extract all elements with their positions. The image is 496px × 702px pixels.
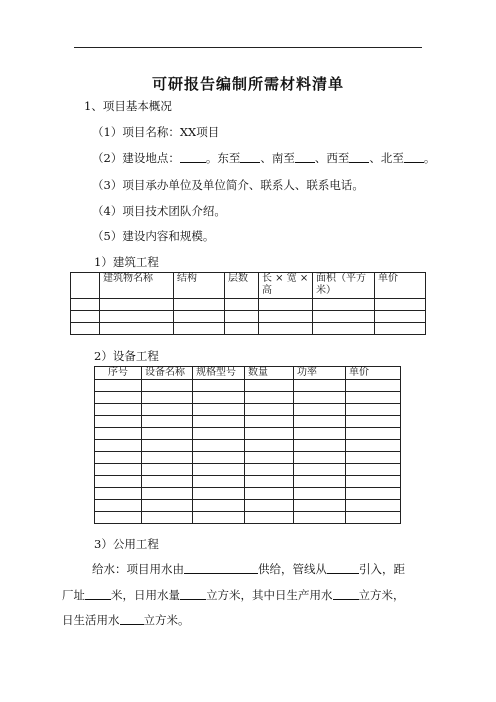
table-row	[71, 323, 426, 335]
table-header-cell: 规格型号	[193, 367, 245, 380]
water-supply-line-1: 给水：项目用水由 供给，管线从 引入，距	[92, 562, 405, 576]
subheading-utilities: 3）公用工程	[94, 537, 159, 551]
blank-field	[349, 151, 369, 163]
table-row	[95, 392, 401, 404]
table-row	[95, 440, 401, 452]
header-rule	[74, 47, 422, 48]
table-header-cell: 设备名称	[142, 367, 193, 380]
blank-field	[240, 151, 260, 163]
table-header-cell: 单价	[375, 273, 426, 299]
table-header-row	[95, 367, 401, 380]
blank-field	[295, 151, 315, 163]
table-row	[95, 500, 401, 512]
table-header-cell: 单价	[346, 367, 401, 380]
document-title: 可研报告编制所需材料清单	[151, 75, 344, 93]
table-header-row	[71, 273, 426, 299]
section-heading: 1、项目基本概况	[84, 99, 172, 113]
item-sponsor: （3）项目承办单位及单位简介、联系人、联系电话。	[92, 178, 364, 192]
table-row	[95, 452, 401, 464]
subheading-building: 1）建筑工程	[94, 255, 159, 269]
blank-field	[333, 588, 359, 600]
blank-field	[85, 588, 111, 600]
table-header-cell: 结构	[174, 273, 225, 299]
item-scope: （5）建设内容和规模。	[92, 229, 215, 243]
table-row	[95, 488, 401, 500]
subheading-equipment: 2）设备工程	[94, 349, 159, 363]
table-row	[95, 512, 401, 524]
table-row	[95, 404, 401, 416]
table-header-cell: 建筑物名称	[100, 273, 174, 299]
blank-field	[184, 562, 258, 574]
table-header-cell: 面积（平方米）	[313, 273, 375, 299]
table-header-cell: 数量	[245, 367, 294, 380]
table-header-cell: 长 × 宽 × 高	[259, 273, 313, 299]
blank-field	[404, 151, 424, 163]
item-project-name: （1）项目名称：XX项目	[92, 125, 220, 139]
table-header-cell: 序号	[95, 367, 142, 380]
water-supply-line-2: 厂址 米，日用水量 立方米，其中日生产用水 立方米，	[62, 588, 405, 602]
table-header-cell: 层数	[225, 273, 259, 299]
table-row	[95, 380, 401, 392]
table-row	[71, 311, 426, 323]
building-table	[70, 272, 426, 335]
table-header-cell	[71, 273, 100, 299]
table-row	[95, 476, 401, 488]
water-supply-line-3: 日生活用水 立方米。	[62, 613, 190, 627]
blank-field	[180, 588, 206, 600]
table-row	[95, 428, 401, 440]
equipment-table	[94, 366, 401, 524]
blank-field	[327, 562, 359, 574]
table-row	[95, 464, 401, 476]
item-team: （4）项目技术团队介绍。	[92, 204, 226, 218]
table-header-cell: 功率	[294, 367, 346, 380]
blank-field	[120, 613, 144, 625]
blank-field	[180, 151, 206, 163]
item-location: （2）建设地点： 。东至 、南至 、西至 、北至 。	[92, 151, 436, 165]
table-row	[95, 416, 401, 428]
table-row	[71, 299, 426, 311]
